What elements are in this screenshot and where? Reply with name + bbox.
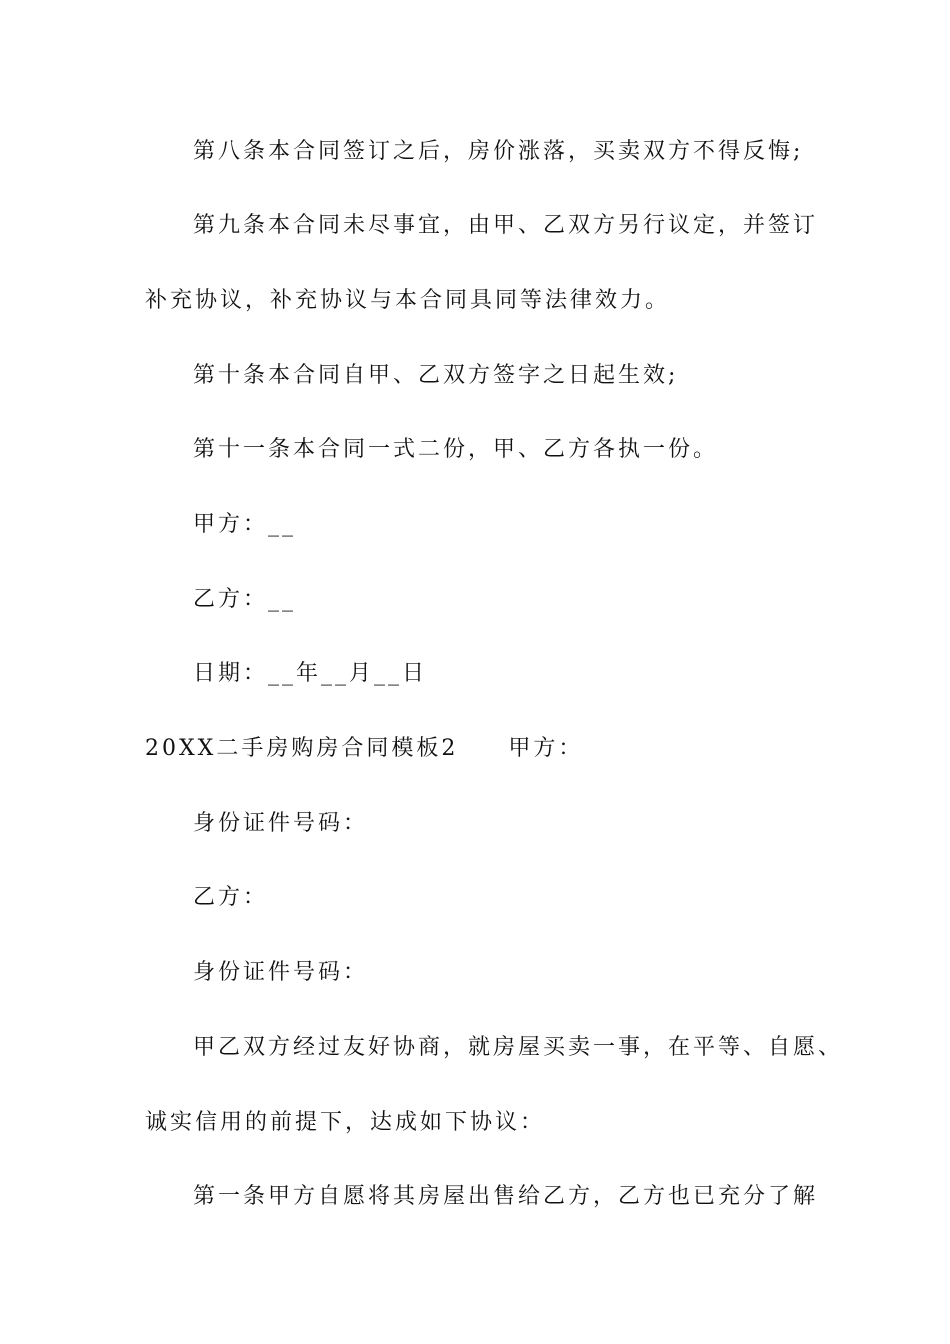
clause-11: 第十一条本合同一式二份，甲、乙方各执一份。 — [193, 437, 719, 462]
clause-10: 第十条本合同自甲、乙双方签字之日起生效; — [193, 363, 679, 388]
party-b-id-number: 身份证件号码： — [193, 960, 369, 985]
party-b-signature: 乙方：__ — [193, 587, 297, 612]
template-title: 20XX二手房购房合同模板2 — [145, 736, 459, 761]
clause-9-line-1: 第九条本合同未尽事宜，由甲、乙双方另行议定，并签订 — [193, 213, 819, 238]
template-heading — [145, 734, 583, 764]
preamble-line-2: 诚实信用的前提下，达成如下协议： — [145, 1110, 546, 1135]
preamble-line-1: 甲乙双方经过友好协商，就房屋买卖一事，在平等、自愿、 — [193, 1035, 844, 1060]
party-b-label: 乙方： — [193, 885, 269, 910]
clause-8: 第八条本合同签订之后，房价涨落，买卖双方不得反悔; — [193, 139, 804, 164]
party-a-id-number: 身份证件号码： — [193, 811, 369, 836]
signing-date: 日期：__年__月__日 — [193, 661, 428, 686]
clause-9-line-2: 补充协议，补充协议与本合同具同等法律效力。 — [145, 288, 671, 313]
party-a-signature: 甲方：__ — [193, 512, 297, 537]
party-a-label: 甲方： — [508, 736, 584, 761]
clause-1-line-1: 第一条甲方自愿将其房屋出售给乙方，乙方也已充分了解 — [193, 1184, 819, 1209]
